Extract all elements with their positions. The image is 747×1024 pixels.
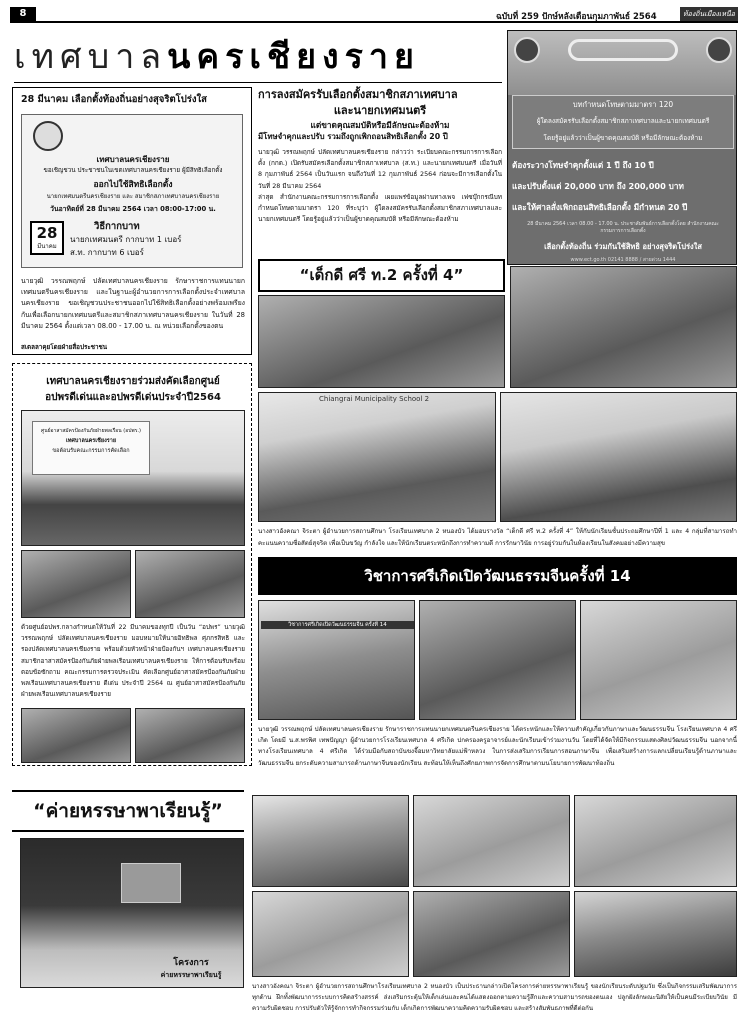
election-article xyxy=(12,87,252,355)
recruit-title: การลงสมัครรับเลือกตั้งสมาชิกสภาเทศบาล xyxy=(258,88,458,101)
dekdee-photo-2 xyxy=(510,266,737,388)
thai-seal-icon xyxy=(706,37,732,63)
recruit-body: นายวุฒิ วรรณพฤกษ์ ปลัดเทศบาลนครเชียงราย กล่าวว่า ระเบียบคณะกรรมการการเลือกตั้ง (กกต.) เปิดรับสมัครเลือกตั้งสมาชิกสภาเทศบาล (ส.ท.) และนายกเทศมนตรี เมื่อวันที่ 8 กุมภาพันธ์ 2564 เป็นวันแรก จนถึงวันที่ 12 กุมภาพันธ์ 2564 ก่อนจะมีการเลือกตั้งในวันที่ 28 มีนาคม 2564 xyxy=(258,148,502,190)
calendar-day: 28 xyxy=(36,224,58,242)
masthead-part2: นครเชียงราย xyxy=(167,37,420,77)
election-body: นายวุฒิ วรรณพฤกษ์ ปลัดเทศบาลนครเชียงราย รักษาราชการแทนนายกเทศมนตรีนครเชียงราย และในฐานะผู้อำนวยการการเลือกตั้งประจำเทศบาลนครเชียงราย ขอเชิญชวนประชาชนออกไปใช้สิทธิเลือกตั้งอย่างพร้อมเพรียงกันเพื่อเลือกนายกเทศมนตรีและสมาชิกสภาเทศบาลนครเชียงราย ในวันที่ 28 มีนาคม 2564 ตั้งแต่เวลา 08.00 - 17.00 น. ณ หน่วยเลือกตั้งของตน xyxy=(21,277,245,330)
camp-stage-line: โครงการ xyxy=(173,958,209,968)
poster-slogan: เลือกตั้งท้องถิ่น ร่วมกันใช้สิทธิ อย่างสุจริตโปร่งใส xyxy=(544,242,702,251)
notice-org: เทศบาลนครเชียงราย xyxy=(96,155,170,164)
opor-sign xyxy=(32,421,150,475)
opor-title: เทศบาลนครเชียงรายร่วมส่งคัดเลือกศูนย์ xyxy=(46,376,220,387)
penalty-block xyxy=(512,155,734,218)
opor-photo-5 xyxy=(135,708,245,763)
sign-line: ขอต้อนรับคณะกรรมการคัดเลือก xyxy=(52,448,130,454)
camp-photo-main xyxy=(20,838,244,988)
opor-photo-2 xyxy=(21,550,131,618)
camp-photo-3 xyxy=(413,795,570,887)
poster-footer: www.ect.go.th 02141 8888 / สายด่วน 1444 xyxy=(570,257,676,263)
calendar-month: มีนาคม xyxy=(37,243,57,250)
election-byline: สเตลลาคุยโดยฝ่ายสื่อประชาชน xyxy=(21,344,108,351)
opor-photo-main xyxy=(21,410,245,546)
warning-line: โดยรู้อยู่แล้วว่าเป็นผู้ขาดคุณสมบัติ หรือมีลักษณะต้องห้าม xyxy=(543,134,703,142)
campaign-poster xyxy=(507,30,737,265)
method-title: วิธีกากบาท xyxy=(94,221,140,232)
chinese-photo-3 xyxy=(580,600,737,720)
warning-line: ผู้ใดลงสมัครรับเลือกตั้งสมาชิกสภาเทศบาลและนายกเทศมนตรี xyxy=(536,117,710,125)
dekdee-photo-3 xyxy=(258,392,496,522)
camp-banner xyxy=(12,790,244,832)
camp-stage-text xyxy=(141,957,241,981)
camp-body: นางสาวอังคณา จิระตา ผู้อำนวยการสถานศึกษาโรงเรียนเทศบาล 2 หนองบัว เป็นประธานกล่าวเปิดโครงการค่ายหรรษาพาเรียนรู้ ของนักเรียนระดับปฐมวัย ซึ่งเป็นกิจกรรมเสริมพัฒนาการทุกด้าน ฝึกทั้งพัฒนาการระบบการคิดสร้างสรรค์ ส่งเสริมกระตุ้นให้เด็กเล่นและคนได้แสดงออกตามความรู้สึกและความสามารถของตนเอง ปลูกฝังลักษณะนิสัยให้เป็นคนมีระเบียบวินัย มีความรับผิดชอบ การปรับตัวให้รู้จักการทำกิจกรรมร่วมกับ เด็กเกิดการพัฒนาความคิดความรับผิดชอบ และสร้างสัมพันธภาพที่ดีต่อกัน xyxy=(252,983,737,1013)
page-number-badge: 8 xyxy=(10,7,36,21)
opor-photo-4 xyxy=(21,708,131,763)
school-sign-text: Chiangrai Municipality School 2 xyxy=(319,395,430,403)
camp-photo-6 xyxy=(413,891,570,977)
sign-line: ศูนย์อาสาสมัครป้องกันภัยฝ่ายพลเรือน (อปพร.) xyxy=(41,428,141,434)
penalty-line: ต้องระวางโทษจำคุกตั้งแต่ 1 ปี ถึง 10 ปี xyxy=(512,160,654,170)
poster-small-text: 28 มีนาคม 2564 เวลา 08.00 - 17.00 น. ประชาสัมพันธ์การเลือกตั้งโดย สำนักงานคณะกรรมการการเลือกตั้ง xyxy=(527,221,719,234)
handcuffs-icon xyxy=(568,39,678,61)
notice-line: ขอเชิญชวน ประชาชนในเขตเทศบาลนครเชียงราย ผู้มีสิทธิเลือกตั้ง xyxy=(43,167,223,174)
poster-top-band xyxy=(508,31,737,95)
camp-stage-line: ค่ายหรรษาพาเรียนรู้ xyxy=(160,971,222,979)
municipality-seal-icon xyxy=(33,121,63,151)
dekdee-banner xyxy=(258,259,505,292)
stage-banner-text: วิชาการศรีเกิดเปิดวัฒนธรรมจีน ครั้งที่ 14 xyxy=(261,621,414,629)
issue-text: ฉบับที่ 259 ปักษ์หลังเดือนกุมภาพันธ์ 2564 xyxy=(496,12,657,22)
dekdee-banner-text: “เด็กดี ศรี ท.2 ครั้งที่ 4” xyxy=(299,266,464,284)
recruit-subtitle: มีโทษจำคุกและปรับ รวมถึงถูกเพิกถอนสิทธิเลือกตั้ง 20 ปี xyxy=(258,132,448,141)
recruit-title: และนายกเทศมนตรี xyxy=(333,104,427,117)
camp-banner-text: “ค่ายหรรษาพาเรียนรู้” xyxy=(33,800,223,822)
dekdee-photo-1 xyxy=(258,295,505,388)
ect-seal-icon xyxy=(514,37,540,63)
penalty-line: และให้ศาลสั่งเพิกถอนสิทธิเลือกตั้ง มีกำหนด 20 ปี xyxy=(512,202,688,212)
notice-line: นายกเทศมนตรีนครเชียงราย และ สมาชิกสภาเทศบาลนครเชียงราย xyxy=(46,193,220,200)
recruit-body: ล่าสุด สำนักงานคณะกรรมการการเลือกตั้ง เผยแพร่ข้อมูลผ่านทางเพจ เฟซบุ๊กกรณีบทกำหนดโทษตามมาตรา 120 ที่ระบุว่า ผู้ใดลงสมัครรับเลือกตั้งสมาชิกสภาเทศบาลและนายกเทศมนตรี โดยรู้อยู่แล้วว่าเป็นผู้ขาดคุณสมบัติ หรือมีลักษณะต้องห้าม xyxy=(258,193,502,224)
camp-photo-4 xyxy=(574,795,737,887)
camp-screen xyxy=(121,863,181,903)
chinese-photo-1 xyxy=(258,600,415,720)
opor-title: อปพรดีเด่นและอปพรดีเด่นประจำปี2564 xyxy=(45,392,221,403)
sign-line: เทศบาลนครเชียงราย xyxy=(65,438,117,444)
warning-title: บทกำหนดโทษตามมาตรา 120 xyxy=(572,100,674,109)
opor-photo-3 xyxy=(135,550,245,618)
header-bar xyxy=(10,7,738,23)
masthead-title xyxy=(14,34,502,80)
method-line: ส.ท. กากบาท 6 เบอร์ xyxy=(70,248,144,257)
opor-body: ด้วยศูนย์อปพร.กลางกำหนดให้วันที่ 22 มีนาคมของทุกปี เป็นวัน “อปพร” นายวุฒิ วรรณพฤกษ์ ปลัดเทศบาลนครเชียงราย มอบหมายให้นายอิทธิพล ศุภกรสิทธิ และรองปลัดเทศบาลนครเชียงราย พร้อมด้วยหัวหน้าฝ่ายป้องกันฯ เทศบาลนครเชียงราย สมาชิกอาสาสมัครป้องกันภัยฝ่ายพลเรือนเทศบาลนครเชียงราย ให้การต้อนรับพร้อมตอบข้อซักถาม คณะกรรมการตรวจประเมิน คัดเลือกศูนย์อาสาสมัครป้องกันภัยฝ่ายพลเรือนเทศบาลนครเชียงราย ดีเด่น ประจำปี 2564 ณ ศูนย์อาสาสมัครป้องกันภัยฝ่ายพลเรือนเทศบาลนครเชียงราย xyxy=(21,624,245,699)
method-line: นายกเทศมนตรี กากบาท 1 เบอร์ xyxy=(70,235,182,244)
dekdee-photo-4 xyxy=(500,392,737,522)
notice-line: วันอาทิตย์ที่ 28 มีนาคม 2564 เวลา 08:00-17:00 น. xyxy=(50,205,216,213)
calendar-icon xyxy=(30,221,64,255)
election-notice-card xyxy=(21,114,243,268)
chinese-banner: วิชาการศรีเกิดเปิดวัฒนธรรมจีนครั้งที่ 14 xyxy=(258,557,737,595)
camp-photo-2 xyxy=(252,795,409,887)
camp-photo-5 xyxy=(252,891,409,977)
masthead-part1: เทศบาล xyxy=(14,37,168,77)
chinese-photo-2 xyxy=(419,600,576,720)
chinese-body: นายวุฒิ วรรณพฤกษ์ ปลัดเทศบาลนครเชียงราย รักษาราชการแทนนายกเทศมนตรีนครเชียงราย ได้ตระหนักและให้ความสำคัญเกี่ยวกับภาษาและวัฒนธรรมจีน โรงเรียนเทศบาล 4 ศรีเกิด โดยมี น.ส.พรพิศ เทพปัญญา ผู้อำนวยการโรงเรียนเทศบาล 4 ศรีเกิด ปกครองครูอาจารย์และนักเรียนเข้าร่วมงานวัน โดยที่ได้จัดให้มีกิจกรรมแสดงศิลปวัฒนธรรมจีน นอกจากนี้ทางโรงเรียนเทศบาล 4 ศรีเกิด ได้ร่วมมือกับสถาบันขงจื๊อมหาวิทยาลัยแม่ฟ้าหลวง ในการส่งเสริมการเรียนการสอนภาษาจีน เพื่อเสริมสร้างการแลกเปลี่ยนเรียนรู้ด้านภาษาและวัฒนธรรมจีน ยกระดับความสามารถด้านภาษาจีนของนักเรียน สะท้อนให้เห็นถึงศักยภาพการจัดการศึกษาตามนโยบายการพัฒนาท้องถิ่น xyxy=(258,726,737,767)
recruit-article xyxy=(258,87,502,251)
penalty-line: และปรับตั้งแต่ 20,000 บาท ถึง 200,000 บาท xyxy=(512,181,684,191)
dekdee-body: นางสาวอังคณา จิระตา ผู้อำนวยการสถานศึกษา โรงเรียนเทศบาล 2 หนองบัว ได้มอบรางวัล “เด็กดี ศรี ท.2 ครั้งที่ 4” ให้กับนักเรียนชั้นประถมศึกษาปีที่ 1 และ 4 กลุ่มที่สามารถทำคะแนนความซื่อสัตย์สุจริต เพื่อเป็นขวัญ กำลังใจ และให้นักเรียนตระหนักถึงการทำความดี การรักษาวินัย การอยู่ร่วมกันในห้องเรียนในสังคมอย่างมีความสุข xyxy=(258,528,737,547)
publication-logo: ท้องถิ่นเมืองเหนือ xyxy=(680,7,738,21)
notice-line: ออกไปใช้สิทธิเลือกตั้ง xyxy=(93,180,173,190)
camp-photo-7 xyxy=(574,891,737,977)
warning-box xyxy=(512,95,734,149)
recruit-subtitle: แต่ขาดคุณสมบัติหรือมีลักษณะต้องห้าม xyxy=(310,120,450,130)
opor-article xyxy=(12,363,252,766)
election-headline: 28 มีนาคม เลือกตั้งท้องถิ่นอย่างสุจริตโปร่งใส xyxy=(21,94,207,105)
